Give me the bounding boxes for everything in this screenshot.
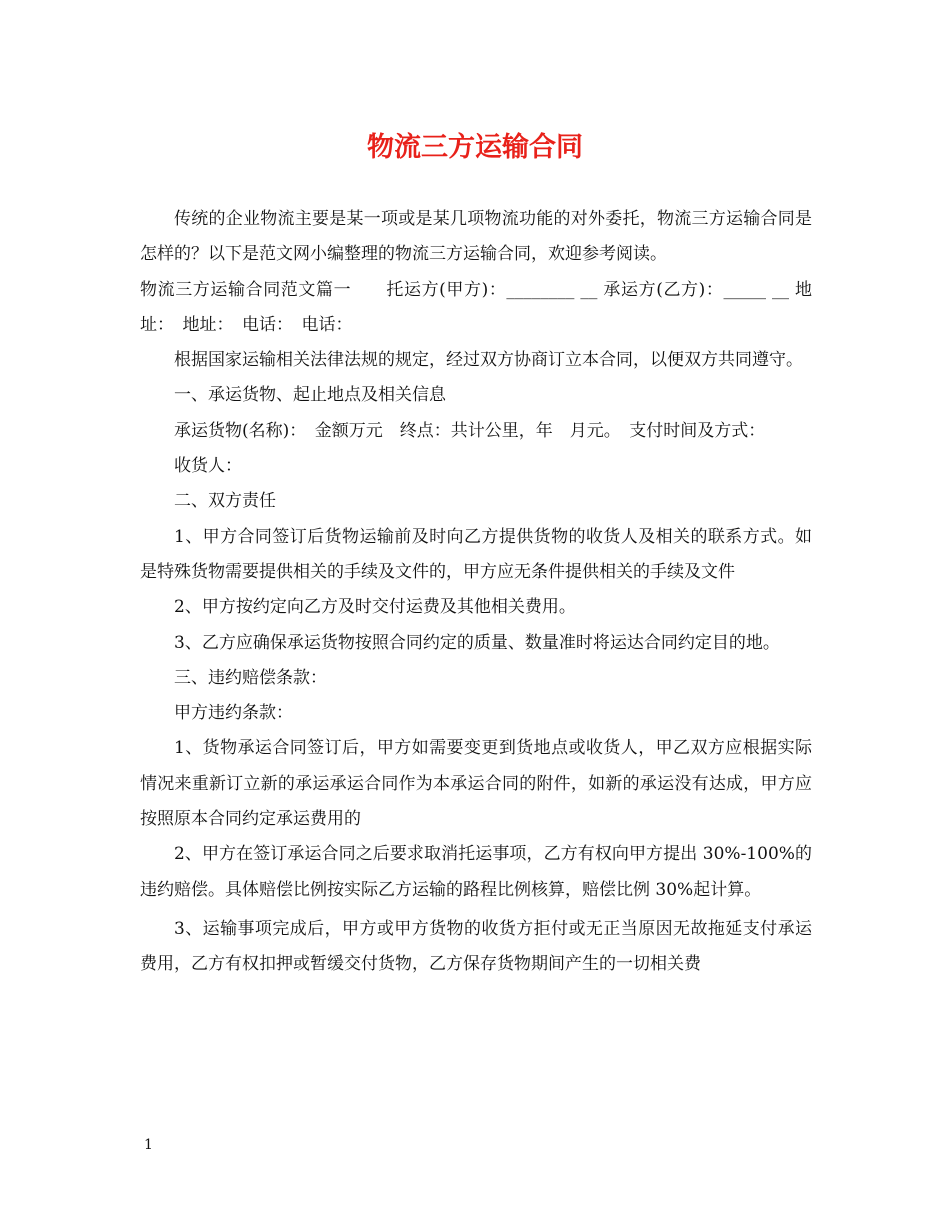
paragraph-consignee: 收货人： (174, 456, 242, 477)
paragraph-duty-2: 2、甲方按约定向乙方及时交付运费及其他相关费用。 (174, 597, 576, 618)
section-heading-duties: 二、双方责任 (174, 491, 276, 512)
paragraph-preamble: 根据国家运输相关法律法规的规定，经过双方协商订立本合同，以便双方共同遵守。 (174, 350, 803, 371)
section-heading-goods: 一、承运货物、起止地点及相关信息 (174, 385, 446, 406)
document-title: 物流三方运输合同 (367, 132, 583, 163)
document-body (140, 202, 812, 983)
paragraph-intro: 传统的企业物流主要是某一项或是某几项物流功能的对外委托，物流三方运输合同是怎样的？以下是范文网小编整理的物流三方运输合同，欢迎参考阅读。 (140, 209, 812, 265)
paragraph-breach-3: 3、运输事项完成后，甲方或甲方货物的收货方拒付或无正当原因无故拖延支付承运费用，乙方有权扣押或暂缓交付货物，乙方保存货物期间产生的一切相关费 (140, 918, 812, 975)
paragraph-breach-2: 2、甲方在签订承运合同之后要求取消托运事项，乙方有权向甲方提出 30%-100%的违约赔偿。具体赔偿比例按实际乙方运输的路程比例核算，赔偿比例 30%起计算。 (140, 844, 812, 900)
paragraph-parties: 物流三方运输合同范文篇一 托运方(甲方)：________ __ 承运方(乙方)：_____ __ 地址： 地址： 电话： 电话： (140, 279, 812, 335)
paragraph-duty-1: 1、甲方合同签订后货物运输前及时向乙方提供货物的收货人及相关的联系方式。如是特殊货物需要提供相关的手续及文件的，甲方应无条件提供相关的手续及文件 (140, 526, 812, 582)
page-number: 1 (144, 1137, 153, 1153)
paragraph-breach-1: 1、货物承运合同签订后，甲方如需要变更到货地点或收货人，甲乙双方应根据实际情况来重新订立新的承运承运合同作为本承运合同的附件，如新的承运没有达成，甲方应按照原本合同约定承运费用的 (140, 738, 812, 830)
paragraph-goods-info: 承运货物(名称)： 金额万元 终点：共计公里，年 月元。 支付时间及方式： (174, 420, 766, 441)
paragraph-duty-3: 3、乙方应确保承运货物按照合同约定的质量、数量准时将运达合同约定目的地。 (174, 632, 780, 653)
section-heading-breach: 三、违约赔偿条款： (174, 667, 327, 688)
subheading-party-a-breach: 甲方违约条款： (174, 703, 293, 724)
